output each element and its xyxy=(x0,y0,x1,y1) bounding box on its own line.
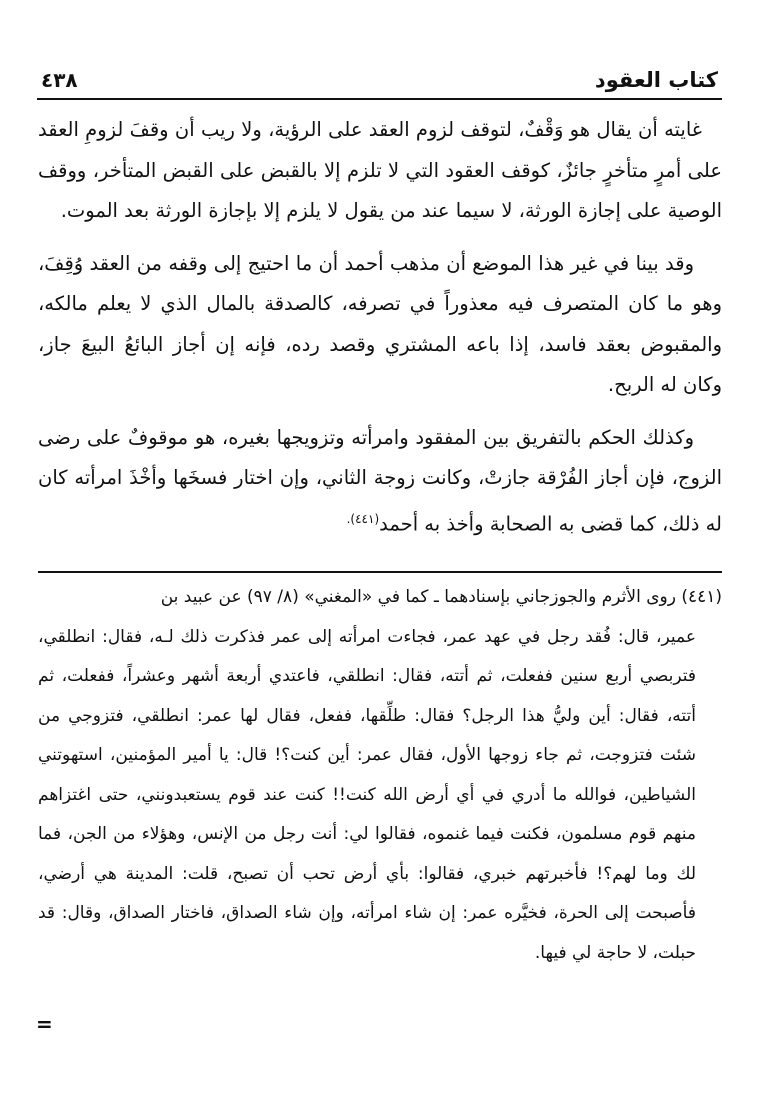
footnote-divider xyxy=(38,571,722,573)
footnote-lead: (٤٤١) روى الأثرم والجوزجاني بإسنادهما ـ كما في «المغني» (٨/ ٩٧) عن عبيد بن xyxy=(160,587,722,607)
running-title: كتاب العقود xyxy=(594,68,718,92)
footnote xyxy=(38,578,722,973)
page-number: ٤٣٨ xyxy=(41,68,78,92)
paragraph-1: غايته أن يقال هو وَقْفٌ، لتوقف لزوم العقد على الرؤية، ولا ريب أن وقفَ لزومِ العقد على أمرٍ متأخرٍ جائزٌ، كوقف العقود التي لا تلزم إلا بالقبض على القبض المتأخر، ووقف الوصية على إجازة الورثة، لا سيما عند من يقول لا يلزم إلا بإجازة الورثة بعد الموت. xyxy=(38,118,722,222)
continuation-mark: = xyxy=(36,1012,53,1036)
footnote-text: عمير، قال: فُقد رجل في عهد عمر، فجاءت امرأته إلى عمر فذكرت ذلك لـه، فقال: انطلقي، فتربصي أربع سنين ففعلت، ثم أتته، فقال: انطلقي، فاعتدي أربعة أشهر وعشراً، ففعلت، ثم أتته، فقال: أين وليُّ هذا الرجل؟ فقال: طلِّقها، ففعل، فقال لها عمر: انطلقي، فتزوجي من شئت فتزوجت، ثم جاء زوجها الأول، فقال عمر: أين كنت؟! قال: يا أمير المؤمنين، استهوتني الشياطين، فوالله ما أدري في أي أرض الله كنت!! كنت عند قوم يستعبدونني، حتى اغتزاهم منهم قوم مسلمون، فكنت فيما غنموه، فقالوا لي: أنت رجل من الإنس، وهؤلاء من الجن، فما لك وما لهم؟! فأخبرتهم خبري، فقالوا: بأي أرض تحب أن تصبح، قلت: المدينة هي أرضي، فأصبحت إلى الحرة، فخيَّره عمر: إن شاء امرأته، وإن شاء الصداق، فاختار الصداق، وقال: قد حبلت، لا حاجة لي فيها. xyxy=(38,626,696,963)
paragraph-2: وقد بينا في غير هذا الموضع أن مذهب أحمد أن ما احتيج إلى وقفه من العقد وُقِفَ، وهو ما كان المتصرف فيه معذوراً في تصرفه، كالصدقة بالمال الذي لا يعلم مالكه، والمقبوض بعقد فاسد، إذا باعه المشتري وقصد رده، فإنه إن أجاز البائعُ البيعَ جاز، وكان له الربح. xyxy=(38,251,722,396)
paragraph-3 xyxy=(38,418,722,545)
page-header xyxy=(37,66,722,100)
footnote-reference: (٤٤١). xyxy=(346,511,380,526)
paragraph-3-text: وكذلك الحكم بالتفريق بين المفقود وامرأته وتزويجها بغيره، هو موقوفٌ على رضى الزوج، فإن أجاز الفُرْقة جازتْ، وكانت زوجة الثاني، وإن اختار فسخَها وأخْذَ امرأته كان له ذلك، كما قضى به الصحابة وأخذ به أحمد xyxy=(38,425,722,535)
main-text xyxy=(38,110,722,557)
